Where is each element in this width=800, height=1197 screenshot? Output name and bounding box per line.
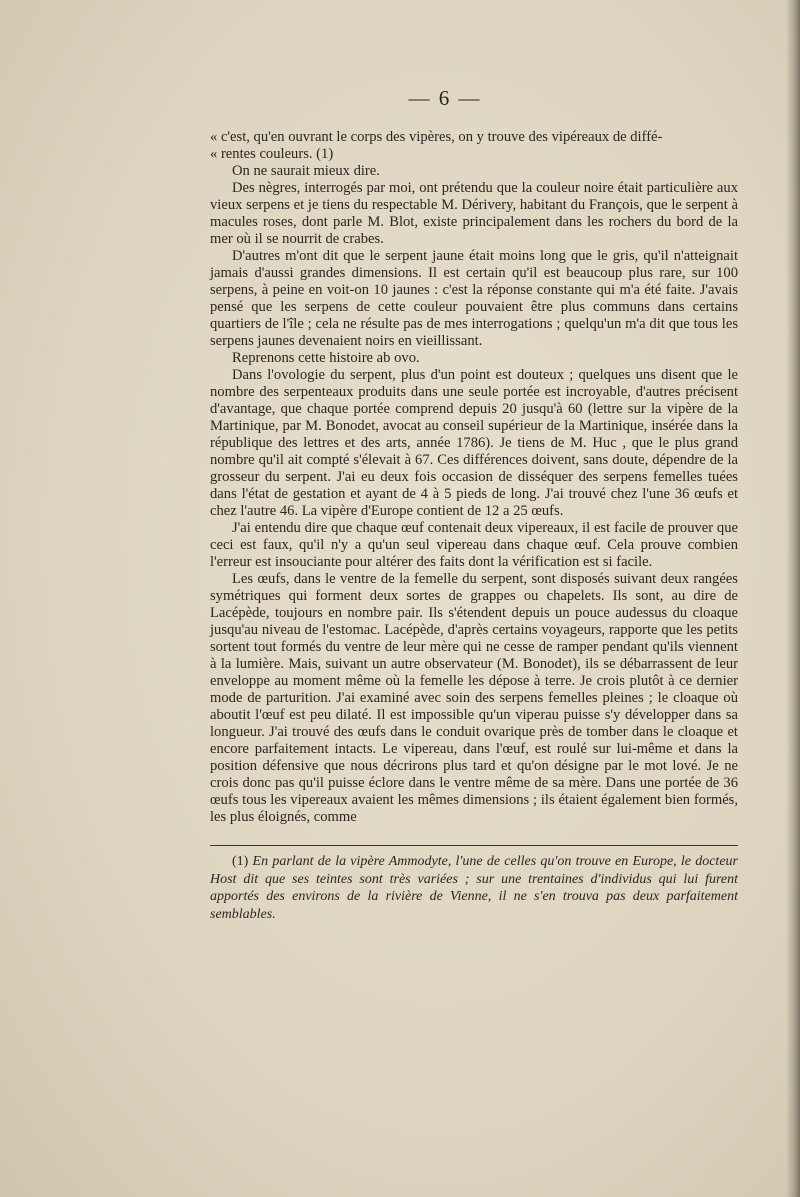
page-edge-shadow: [786, 0, 800, 1197]
main-text: [210, 129, 738, 826]
footnote: [210, 853, 738, 923]
paragraph: Les œufs, dans le ventre de la femelle du serpent, sont disposés suivant deux rangées symétriques qui forment deux sortes de grappes ou chapelets. Ils sont, au dire de Lacépède, toujours en nombre pair. Ils s'étendent depuis un pouce audessus du cloaque jusqu'au niveau de l'estomac. Lacépède, d'après certains voyageurs, rapporte que les petits sortent tout formés du ventre de leur mère qui ne cesse de ramper pendant qu'ils viennent à la lumière. Mais, suivant un autre observateur (M. Bonodet), ils se débarrassent de leur enveloppe au moment même où la femelle les dépose à terre. Je crois plutôt à ce dernier mode de parturition. J'ai examiné avec soin des serpens femelles pleines ; le cloaque où aboutit l'œuf est peu dilaté. Il est impossible qu'un viperau puisse s'y développer dans sa longueur. J'ai trouvé des œufs dans le conduit ovarique près de tomber dans le cloaque et encore parfaitement intacts. Le vipereau, dans l'œuf, est roulé sur lui-même et dans la position défensive que nous décrirons plus tard et qu'on désigne par le mot lové. Je ne crois donc pas qu'il puisse éclore dans le ventre même de sa mère. Dans une portée de 36 œufs tous les vipereaux avaient les mêmes dimensions ; ils étaient également bien formés, les plus éloignés, comme: [210, 571, 738, 825]
footnote-number: (1): [232, 854, 249, 869]
footnote-rule: [210, 845, 738, 846]
paragraph: D'autres m'ont dit que le serpent jaune était moins long que le gris, qu'il n'atteignait jamais d'aussi grandes dimensions. Il est certain qu'il est beaucoup plus rare, sur 100 serpens, à peine en voit-on 10 jaunes : c'est la réponse constante qui m'a été faite. J'avais pensé que les serpens de cette couleur pouvaient être plus communs dans certains quartiers de l'île ; cela ne résulte pas de mes interrogations ; quelqu'un m'a dit que tous les serpens jaunes devenaient noirs en vieillissant.: [210, 248, 738, 349]
footnote-text: En parlant de la vipère Ammodyte, l'une de celles qu'on trouve en Europe, le docteur Host dit que ses teintes sont très variées ; sur une trentaines d'individus qui lui furent apportés des environs de la rivière de Vienne, il ne s'en trouva pas deux parfaitement semblables.: [210, 854, 738, 922]
page-number: — 6 —: [408, 86, 482, 110]
paragraph: « rentes couleurs. (1): [210, 146, 334, 162]
paragraph: Des nègres, interrogés par moi, ont prétendu que la couleur noire était particulière aux vieux serpens et je tiens du respectable M. Dérivery, habitant du François, que le serpent à macules roses, dont parle M. Blot, existe principalement dans les rochers du bord de la mer où il se nourrit de crabes.: [210, 180, 738, 247]
paragraph: Reprenons cette histoire ab ovo.: [232, 350, 420, 366]
paragraph: J'ai entendu dire que chaque œuf contenait deux vipereaux, il est facile de prouver que ceci est faux, qu'il n'y a qu'un seul vipereau dans chaque œuf. Cela prouve combien l'erreur est insouciante pour altérer des faits dont la vérification est si facile.: [210, 520, 738, 570]
paragraph: Dans l'ovologie du serpent, plus d'un point est douteux ; quelques uns disent que le nombre des serpenteaux produits dans une seule portée est incroyable, d'autres précisent d'avantage, que chaque portée comprend depuis 20 jusqu'à 60 (lettre sur la vipère de la Martinique, par M. Bonodet, avocat au conseil supérieur de la Martinique, insérée dans la république des lettres et des arts, année 1786). Je tiens de M. Huc , que le plus grand nombre qu'il ait compté s'élevait à 67. Ces différences doivent, sans doute, dépendre de la grosseur du serpent. J'ai eu deux fois occasion de disséquer des serpens femelles tuées dans l'état de gestation et ayant de 4 à 5 pieds de long. J'ai trouvé chez l'une 36 œufs et chez l'autre 46. La vipère d'Europe contient de 12 a 25 œufs.: [210, 367, 738, 519]
paragraph: « c'est, qu'en ouvrant le corps des vipères, on y trouve des vipéreaux de diffé-: [210, 129, 663, 145]
paragraph: On ne saurait mieux dire.: [232, 163, 380, 179]
